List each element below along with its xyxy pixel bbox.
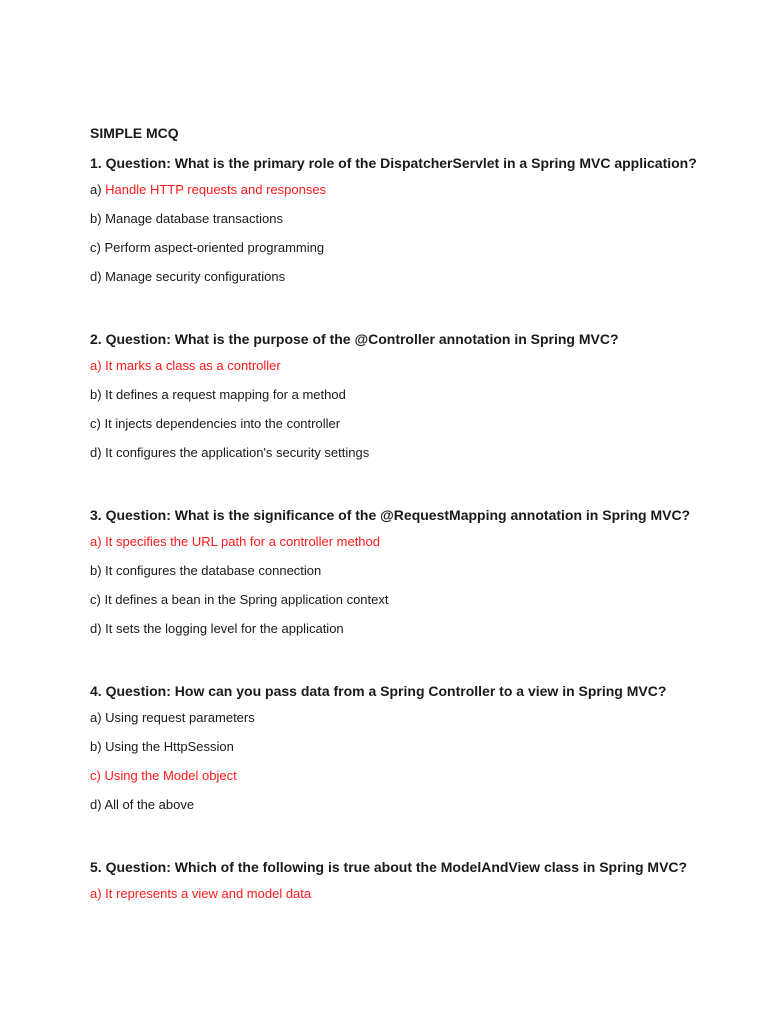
option-text: All of the above	[104, 797, 195, 812]
question-block-3	[90, 504, 730, 650]
question-list	[90, 152, 730, 915]
correct-answer-option	[90, 886, 730, 915]
answer-option	[90, 739, 730, 768]
option-letter: c)	[90, 592, 105, 607]
question-text: 4. Question: How can you pass data from a Spring Controller to a view in Spring MVC?	[90, 683, 667, 699]
option-letter: c)	[90, 416, 105, 431]
answer-option	[90, 416, 730, 445]
option-text: Manage database transactions	[105, 211, 283, 226]
answer-option	[90, 592, 730, 621]
question-block-5	[90, 856, 730, 915]
question-block-2	[90, 328, 730, 474]
correct-answer-option	[90, 182, 730, 211]
answer-option	[90, 710, 730, 739]
answer-option	[90, 621, 730, 650]
question-block-4	[90, 680, 730, 826]
option-letter: a)	[90, 710, 106, 725]
option-letter: a)	[90, 534, 106, 549]
option-text: Handle HTTP requests and responses	[105, 182, 327, 197]
option-text: It defines a bean in the Spring application context	[104, 592, 389, 607]
correct-answer-option	[90, 768, 730, 797]
option-text: Using the Model object	[104, 768, 237, 783]
option-letter: c)	[90, 768, 105, 783]
answer-option	[90, 211, 730, 240]
option-letter: a)	[90, 886, 106, 901]
option-letter: d)	[90, 445, 106, 460]
option-text: It configures the database connection	[105, 563, 322, 578]
answer-option	[90, 387, 730, 416]
question-text: 3. Question: What is the significance of the @RequestMapping annotation in Spring MVC?	[90, 507, 691, 523]
question-text: 1. Question: What is the primary role of the DispatcherServlet in a Spring MVC application?	[90, 155, 697, 171]
question-text: 2. Question: What is the purpose of the @Controller annotation in Spring MVC?	[90, 331, 619, 347]
answer-option	[90, 563, 730, 592]
option-text: Using request parameters	[105, 710, 255, 725]
option-letter: d)	[90, 797, 105, 812]
option-letter: b)	[90, 563, 106, 578]
option-letter: b)	[90, 387, 106, 402]
option-text: Using the HttpSession	[105, 739, 234, 754]
document-page	[90, 122, 730, 915]
option-text: It injects dependencies into the controller	[104, 416, 341, 431]
option-letter: a)	[90, 358, 106, 373]
answer-option	[90, 445, 730, 474]
option-text: It configures the application's security settings	[105, 445, 370, 460]
option-letter: b)	[90, 739, 106, 754]
option-text: It specifies the URL path for a controller method	[105, 534, 380, 549]
option-text: It defines a request mapping for a method	[105, 387, 346, 402]
option-letter: d)	[90, 621, 106, 636]
answer-option	[90, 240, 730, 269]
option-text: It sets the logging level for the application	[105, 621, 344, 636]
correct-answer-option	[90, 534, 730, 563]
option-text: It marks a class as a controller	[105, 358, 281, 373]
correct-answer-option	[90, 358, 730, 387]
document-title: SIMPLE MCQ	[90, 125, 179, 141]
option-text: Manage security configurations	[105, 269, 286, 284]
option-letter: b)	[90, 211, 106, 226]
option-letter: a)	[90, 182, 106, 197]
option-text: Perform aspect-oriented programming	[104, 240, 325, 255]
answer-option	[90, 269, 730, 298]
answer-option	[90, 797, 730, 826]
option-letter: c)	[90, 240, 105, 255]
option-text: It represents a view and model data	[105, 886, 312, 901]
question-text: 5. Question: Which of the following is true about the ModelAndView class in Spring MVC?	[90, 859, 688, 875]
option-letter: d)	[90, 269, 106, 284]
question-block-1	[90, 152, 730, 298]
